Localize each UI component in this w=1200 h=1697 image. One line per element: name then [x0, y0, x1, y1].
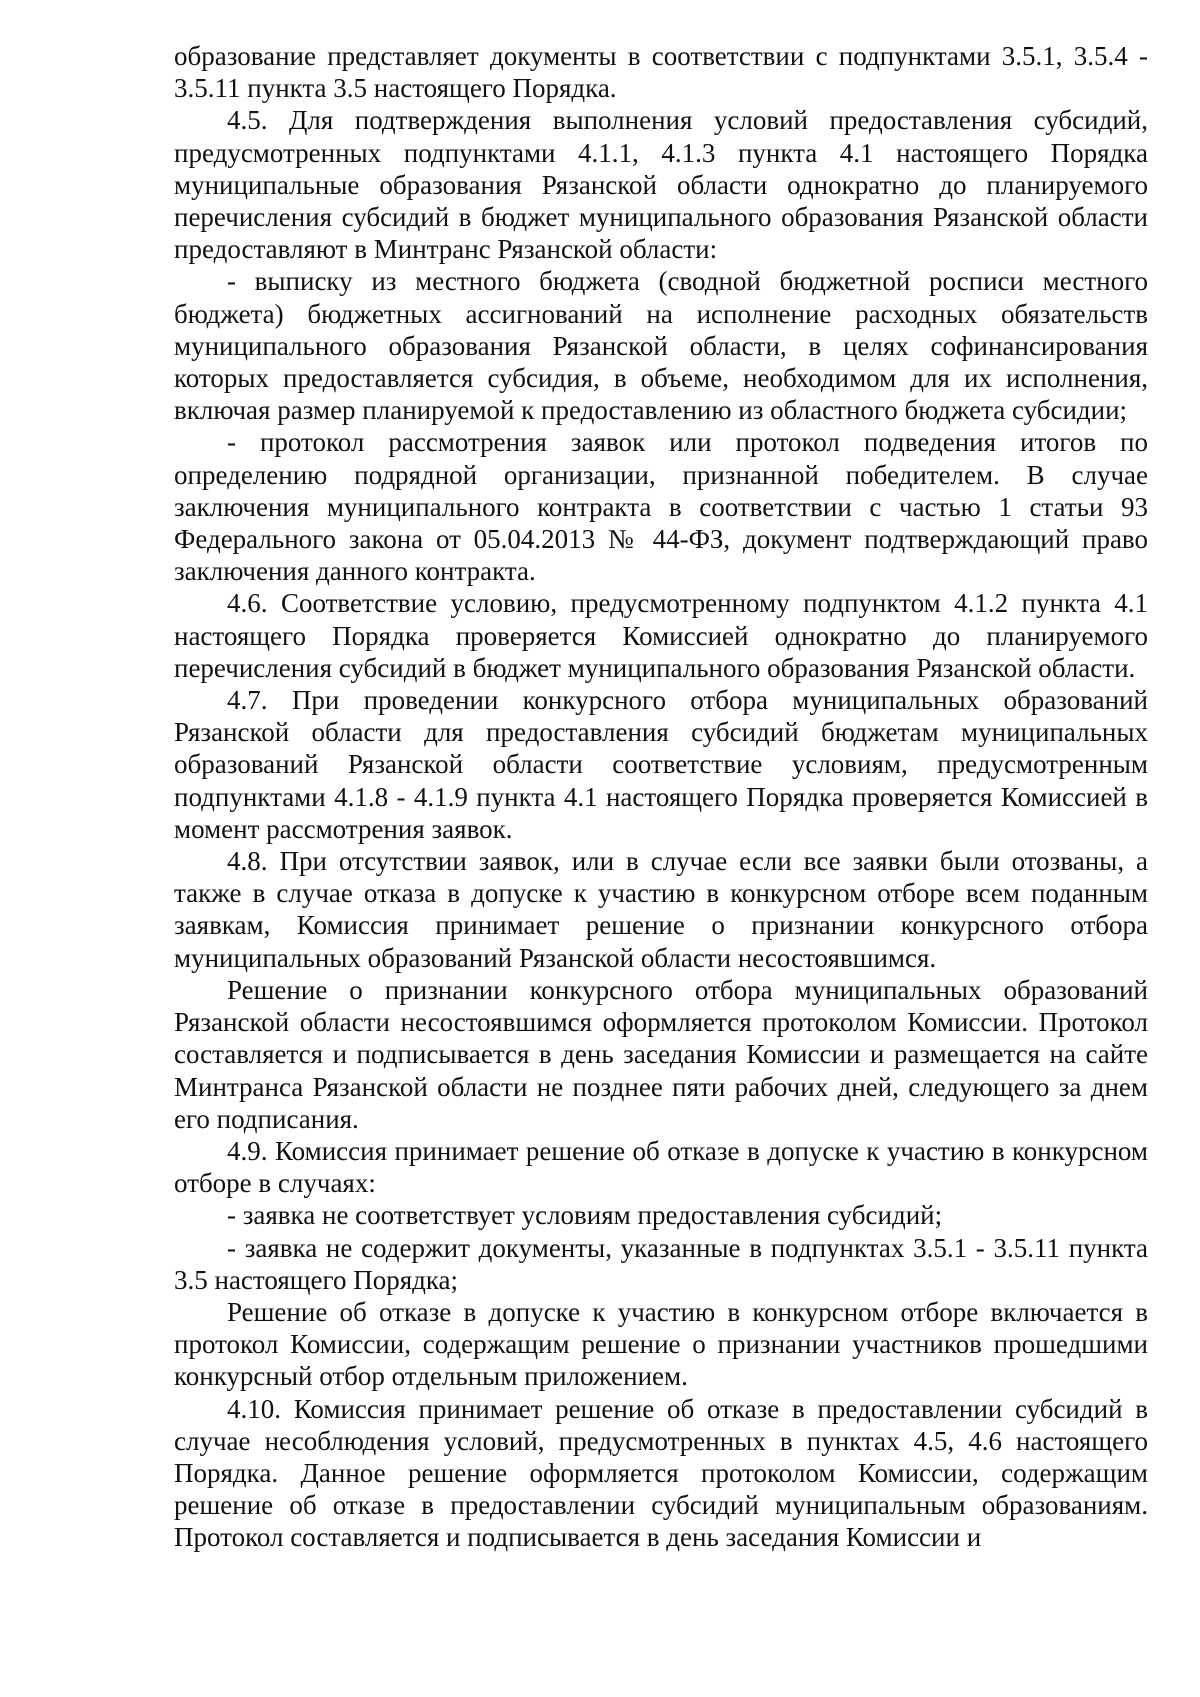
paragraph-4-10: 4.10. Комиссия принимает решение об отказе в предоставлении субсидий в случае несоблюдения условий, предусмотренных в пунктах 4.5, 4.6 настоящего Порядка. Данное решение оформляется протоколом Комиссии, содержащим решение об отказе в предоставлении субсидий муниципальным образованиям. Протокол составляется и подписывается в день заседания Комиссии и — [174, 1393, 1148, 1553]
document-page — [174, 40, 1148, 1554]
list-item-conditions-mismatch: - заявка не соответствует условиям предоставления субсидий; — [227, 1200, 943, 1231]
paragraph-4-9: 4.9. Комиссия принимает решение об отказе в допуске к участию в конкурсном отборе в случаях: — [174, 1135, 1148, 1199]
paragraph-4-6: 4.6. Соответствие условию, предусмотренному подпунктом 4.1.2 пункта 4.1 настоящего Порядка проверяется Комиссией однократно до планируемого перечисления субсидий в бюджет муниципального образования Рязанской области. — [174, 588, 1148, 683]
paragraph-4-5: 4.5. Для подтверждения выполнения условий предоставления субсидий, предусмотренных подпунктами 4.1.1, 4.1.3 пункта 4.1 настоящего Порядка муниципальные образования Рязанской области однократно до планируемого перечисления субсидий в бюджет муниципального образования Рязанской области предоставляют в Минтранс Рязанской области: — [174, 105, 1148, 265]
list-item-budget-extract: - выписку из местного бюджета (сводной бюджетной росписи местного бюджета) бюджетных ассигнований на исполнение расходных обязательств муниципального образования Рязанской области, в целях софинансирования которых предоставляется субсидия, в объеме, необходимом для их исполнения, включая размер планируемой к предоставлению из областного бюджета субсидии; — [174, 266, 1148, 426]
paragraph-4-8: 4.8. При отсутствии заявок, или в случае если все заявки были отозваны, а также в случае отказа в допуске к участию в конкурсном отборе всем поданным заявкам, Комиссия принимает решение о признании конкурсного отбора муниципальных образований Рязанской области несостоявшимся. — [174, 846, 1148, 973]
paragraph-continuation: образование представляет документы в соответствии с подпунктами 3.5.1, 3.5.4 - 3.5.11 пункта 3.5 настоящего Порядка. — [174, 41, 1148, 104]
list-item-protocol: - протокол рассмотрения заявок или протокол подведения итогов по определению подрядной организации, признанной победителем. В случае заключения муниципального контракта в соответствии с частью 1 статьи 93 Федерального закона от 05.04.2013 № 44-ФЗ, документ подтверждающий право заключения данного контракта. — [174, 427, 1148, 587]
list-item-missing-documents: - заявка не содержит документы, указанные в подпунктах 3.5.1 - 3.5.11 пункта 3.5 настоящего Порядка; — [174, 1232, 1148, 1295]
paragraph-refusal-decision: Решение об отказе в допуске к участию в конкурсном отборе включается в протокол Комиссии, содержащим решение о признании участников прошедшими конкурсный отбор отдельным приложением. — [174, 1296, 1148, 1392]
paragraph-4-7: 4.7. При проведении конкурсного отбора муниципальных образований Рязанской области для предоставления субсидий бюджетам муниципальных образований Рязанской области соответствие условиям, предусмотренным подпунктами 4.1.8 - 4.1.9 пункта 4.1 настоящего Порядка проверяется Комиссией в момент рассмотрения заявок. — [174, 685, 1148, 844]
paragraph-decision-failed-selection: Решение о признании конкурсного отбора муниципальных образований Рязанской области несостоявшимся оформляется протоколом Комиссии. Протокол составляется и подписывается в день заседания Комиссии и размещается на сайте Минтранса Рязанской области не позднее пяти рабочих дней, следующего за днем его подписания. — [174, 974, 1148, 1134]
